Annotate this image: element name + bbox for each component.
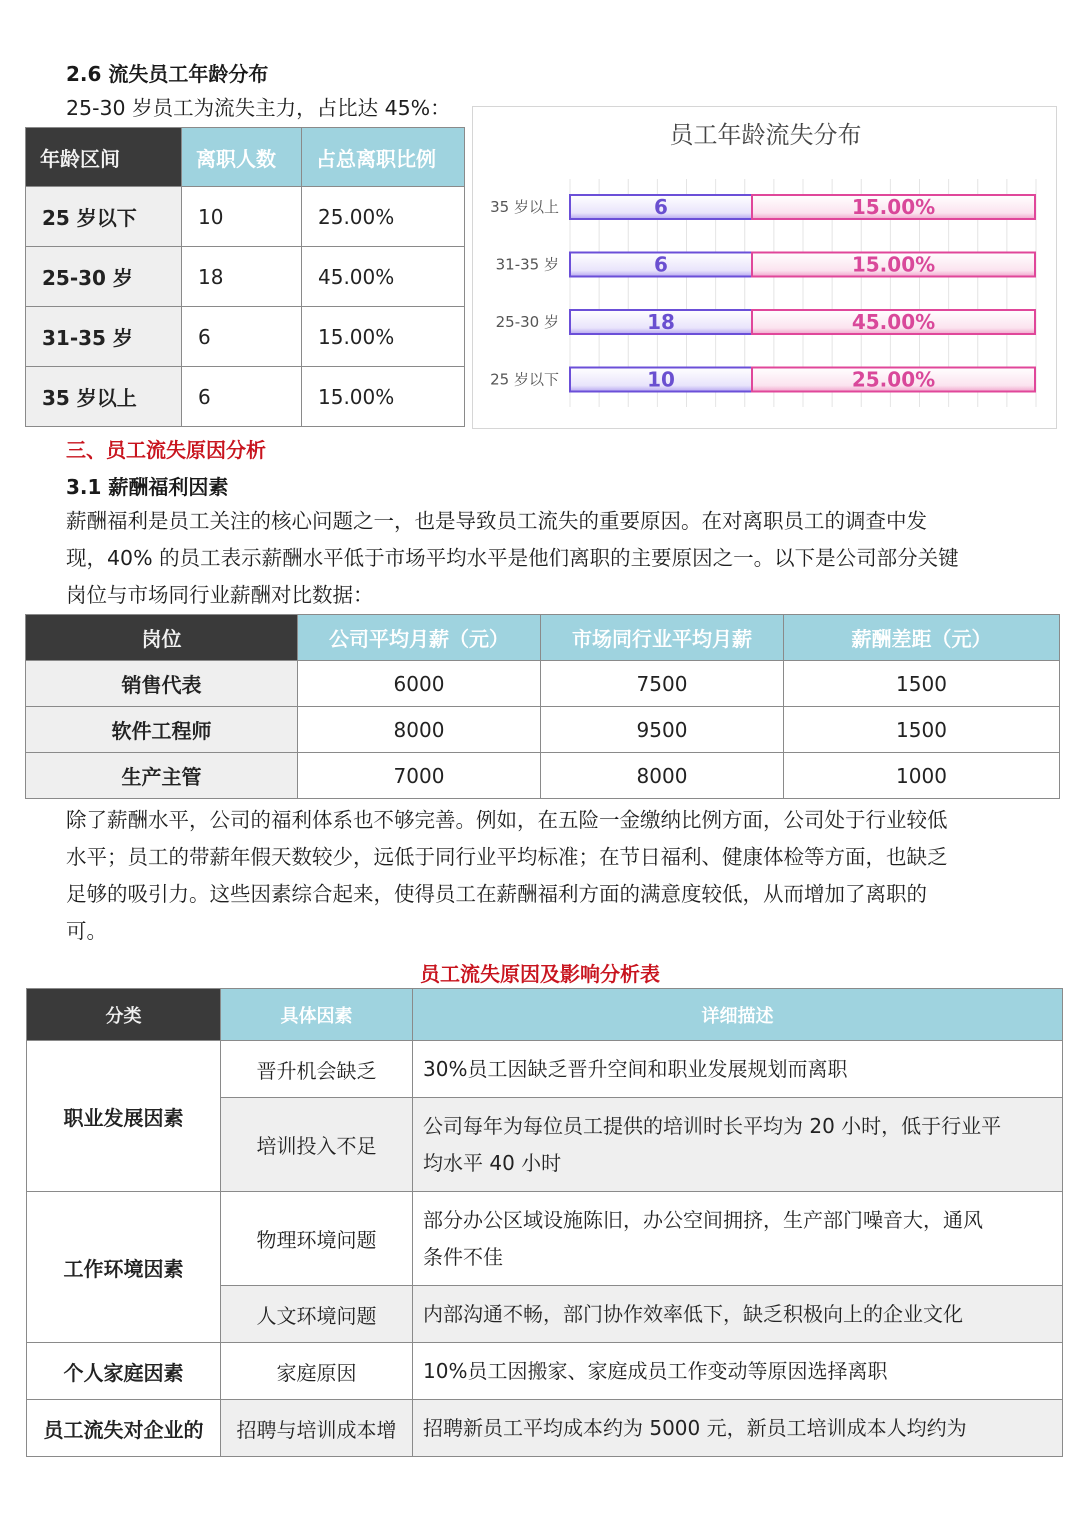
ratio-col-header: 占总离职比例 bbox=[302, 128, 465, 187]
company-salary-cell: 7000 bbox=[298, 753, 541, 799]
factor-cell: 培训投入不足 bbox=[221, 1098, 413, 1192]
factor-cell: 招聘与培训成本增 bbox=[221, 1400, 413, 1457]
factor-cell: 晋升机会缺乏 bbox=[221, 1041, 413, 1098]
age-intro-text: 25-30 岁员工为流失主力，占比达 45%： bbox=[66, 96, 451, 120]
position-cell: 销售代表 bbox=[26, 661, 298, 707]
ratio-cell: 15.00% bbox=[302, 367, 465, 427]
age-range-cell: 25-30 岁 bbox=[26, 247, 182, 307]
count-cell: 6 bbox=[182, 307, 302, 367]
count-cell: 18 bbox=[182, 247, 302, 307]
paragraph-line: 足够的吸引力。这些因素综合起来，使得员工在薪酬福利方面的满意度较低，从而增加了离职的 bbox=[66, 882, 927, 906]
factor-col-header: 具体因素 bbox=[221, 989, 413, 1041]
age-col-header: 年龄区间 bbox=[26, 128, 182, 187]
count-col-header: 离职人数 bbox=[182, 128, 302, 187]
table-row bbox=[26, 307, 465, 367]
position-cell: 生产主管 bbox=[26, 753, 298, 799]
table-row bbox=[26, 367, 465, 427]
company-salary-col-header: 公司平均月薪（元） bbox=[298, 615, 541, 661]
count-data-label: 10 bbox=[647, 367, 675, 392]
ratio-data-label: 45.00% bbox=[851, 310, 936, 334]
ratio-cell: 45.00% bbox=[302, 247, 465, 307]
category-tick-label: 25-30 岁 bbox=[495, 313, 559, 331]
category-col-header: 分类 bbox=[27, 989, 221, 1041]
table-row bbox=[27, 1192, 1063, 1286]
salary-comparison-table bbox=[25, 614, 1060, 799]
age-range-cell: 31-35 岁 bbox=[26, 307, 182, 367]
table-row bbox=[27, 1400, 1063, 1457]
age-loss-chart-svg bbox=[473, 107, 1058, 430]
description-line: 条件不佳 bbox=[423, 1244, 503, 1269]
age-range-cell: 35 岁以上 bbox=[26, 367, 182, 427]
factor-cell: 人文环境问题 bbox=[221, 1286, 413, 1343]
ratio-cell: 15.00% bbox=[302, 307, 465, 367]
description-cell bbox=[413, 1098, 1063, 1192]
count-data-label: 6 bbox=[654, 252, 668, 277]
position-cell: 软件工程师 bbox=[26, 707, 298, 753]
paragraph-line: 除了薪酬水平，公司的福利体系也不够完善。例如，在五险一金缴纳比例方面，公司处于行业较低 bbox=[66, 808, 948, 832]
count-cell: 10 bbox=[182, 187, 302, 247]
salary-gap-col-header: 薪酬差距（元） bbox=[784, 615, 1060, 661]
category-tick-label: 25 岁以下 bbox=[490, 370, 559, 389]
count-data-label: 18 bbox=[647, 310, 675, 334]
ratio-cell: 25.00% bbox=[302, 187, 465, 247]
benefits-paragraph bbox=[66, 802, 1056, 950]
reason-analysis-table bbox=[26, 988, 1063, 1457]
description-cell bbox=[413, 1343, 1063, 1400]
category-cell: 职业发展因素 bbox=[27, 1041, 221, 1192]
age-range-cell: 25 岁以下 bbox=[26, 187, 182, 247]
salary-paragraph bbox=[66, 503, 1056, 614]
table-row bbox=[26, 661, 1060, 707]
description-line: 招聘新员工平均成本约为 5000 元，新员工培训成本人均约为 bbox=[423, 1415, 967, 1440]
description-cell bbox=[413, 1192, 1063, 1286]
description-cell bbox=[413, 1286, 1063, 1343]
table-row bbox=[26, 247, 465, 307]
reason-table-title: 员工流失原因及影响分析表 bbox=[420, 962, 660, 986]
description-cell bbox=[413, 1041, 1063, 1098]
ratio-data-label: 15.00% bbox=[851, 195, 936, 219]
age-distribution-table bbox=[25, 127, 465, 427]
description-line: 公司每年为每位员工提供的培训时长平均为 20 小时，低于行业平 bbox=[423, 1113, 1002, 1138]
salary-gap-cell: 1500 bbox=[784, 707, 1060, 753]
factor-cell: 物理环境问题 bbox=[221, 1192, 413, 1286]
table-row bbox=[27, 1041, 1063, 1098]
paragraph-line: 薪酬福利是员工关注的核心问题之一，也是导致员工流失的重要原因。在对离职员工的调查中发 bbox=[66, 509, 927, 533]
category-cell: 工作环境因素 bbox=[27, 1192, 221, 1343]
description-line: 10%员工因搬家、家庭成员工作变动等原因选择离职 bbox=[423, 1358, 888, 1383]
section-heading-3-1: 3.1 薪酬福利因素 bbox=[66, 475, 229, 499]
description-line: 均水平 40 小时 bbox=[423, 1150, 562, 1175]
section-heading-3: 三、员工流失原因分析 bbox=[66, 438, 266, 462]
ratio-data-label: 15.00% bbox=[851, 252, 936, 277]
ratio-data-label: 25.00% bbox=[851, 367, 936, 392]
company-salary-cell: 6000 bbox=[298, 661, 541, 707]
table-row bbox=[27, 1343, 1063, 1400]
count-cell: 6 bbox=[182, 367, 302, 427]
category-cell: 个人家庭因素 bbox=[27, 1343, 221, 1400]
salary-gap-cell: 1500 bbox=[784, 661, 1060, 707]
count-data-label: 6 bbox=[654, 195, 668, 219]
category-cell: 员工流失对企业的 bbox=[27, 1400, 221, 1457]
description-col-header: 详细描述 bbox=[413, 989, 1063, 1041]
company-salary-cell: 8000 bbox=[298, 707, 541, 753]
market-salary-cell: 8000 bbox=[541, 753, 784, 799]
category-tick-label: 35 岁以上 bbox=[490, 198, 559, 216]
market-salary-cell: 9500 bbox=[541, 707, 784, 753]
description-cell bbox=[413, 1400, 1063, 1457]
paragraph-line: 岗位与市场同行业薪酬对比数据： bbox=[66, 583, 374, 607]
category-tick-label: 31-35 岁 bbox=[495, 255, 559, 274]
description-line: 内部沟通不畅，部门协作效率低下，缺乏积极向上的企业文化 bbox=[423, 1301, 963, 1326]
age-loss-chart bbox=[472, 106, 1057, 429]
section-heading-2-6: 2.6 流失员工年龄分布 bbox=[66, 62, 269, 86]
table-row bbox=[26, 753, 1060, 799]
chart-title: 员工年龄流失分布 bbox=[669, 121, 862, 149]
position-col-header: 岗位 bbox=[26, 615, 298, 661]
table-row bbox=[26, 187, 465, 247]
description-line: 30%员工因缺乏晋升空间和职业发展规划而离职 bbox=[423, 1056, 848, 1081]
paragraph-line: 现，40% 的员工表示薪酬水平低于市场平均水平是他们离职的主要原因之一。以下是公司部分关键 bbox=[66, 546, 959, 570]
paragraph-line: 水平；员工的带薪年假天数较少，远低于同行业平均标准；在节日福利、健康体检等方面，也缺乏 bbox=[66, 845, 948, 869]
market-salary-col-header: 市场同行业平均月薪 bbox=[541, 615, 784, 661]
factor-cell: 家庭原因 bbox=[221, 1343, 413, 1400]
market-salary-cell: 7500 bbox=[541, 661, 784, 707]
paragraph-line: 可。 bbox=[66, 919, 107, 943]
description-line: 部分办公区域设施陈旧，办公空间拥挤，生产部门噪音大，通风 bbox=[423, 1207, 983, 1232]
table-row bbox=[26, 707, 1060, 753]
salary-gap-cell: 1000 bbox=[784, 753, 1060, 799]
